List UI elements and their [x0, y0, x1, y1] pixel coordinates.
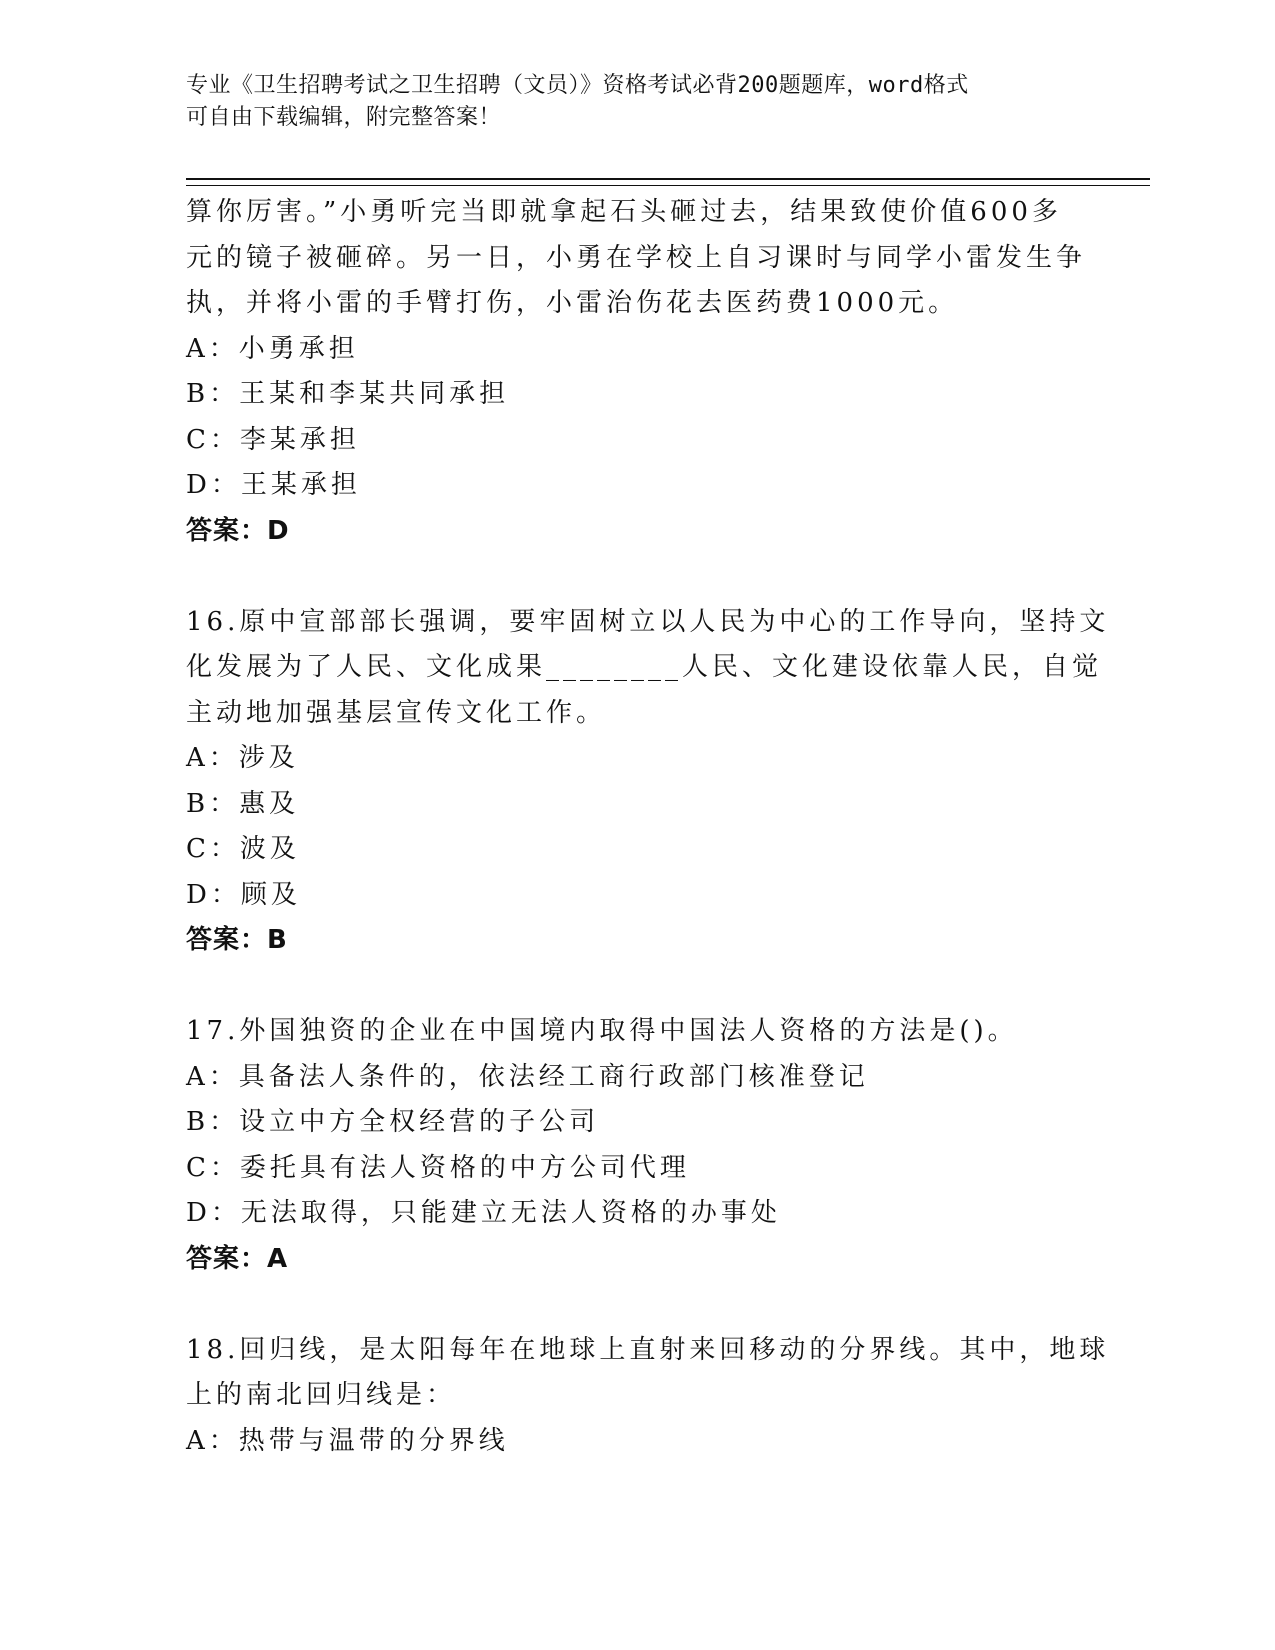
question-text-line: 17.外国独资的企业在中国境内取得中国法人资格的方法是()。 [186, 1016, 1018, 1046]
question-17 [186, 1009, 1086, 1282]
spacer [186, 964, 1086, 1010]
question-text-line: 主动地加强基层宣传文化工作。 [186, 697, 607, 728]
option-d: D：顾及 [186, 879, 301, 910]
question-text-line: 化发展为了人民、文化成果________人民、文化建设依靠人民，自觉 [186, 652, 1103, 682]
question-text-line: 16.原中宣部部长强调，要牢固树立以人民为中心的工作导向，坚持文 [186, 606, 1110, 637]
question-text-line: 上的南北回归线是： [186, 1380, 457, 1410]
question-15-tail [186, 190, 1086, 554]
header-line-1: 专业《卫生招聘考试之卫生招聘（文员）》资格考试必背200题题库，word格式 [186, 73, 969, 98]
option-d: D：无法取得，只能建立无法人资格的办事处 [186, 1198, 781, 1228]
answer-label: 答案：D [186, 515, 290, 546]
spacer [186, 1282, 1086, 1328]
question-text-line: 算你厉害。”小勇听完当即就拿起石头砸过去，结果致使价值600多 [186, 197, 1062, 227]
question-content [186, 190, 1110, 1464]
question-16 [186, 600, 1110, 964]
answer-label: 答案：B [186, 925, 288, 955]
option-d: D：王某承担 [186, 470, 361, 500]
option-c: C：波及 [186, 834, 300, 864]
question-text-line: 元的镜子被砸碎。另一日，小勇在学校上自习课时与同学小雷发生争 [186, 242, 1087, 273]
option-a: A：小勇承担 [186, 333, 359, 364]
option-c: C：委托具有法人资格的中方公司代理 [186, 1152, 690, 1183]
option-b: B：王某和李某共同承担 [186, 379, 510, 409]
header-divider-thick [186, 178, 1150, 180]
option-b: B：设立中方全权经营的子公司 [186, 1107, 600, 1137]
option-c: C：李某承担 [186, 424, 360, 455]
question-text-line: 执，并将小雷的手臂打伤，小雷治伤花去医药费1000元。 [186, 288, 959, 318]
answer-label: 答案：A [186, 1243, 289, 1274]
question-18 [186, 1328, 1110, 1465]
spacer [186, 554, 1086, 600]
header-line-2: 可自由下载编辑，附完整答案！ [186, 105, 502, 130]
header-divider-thin [186, 185, 1150, 186]
option-a: A：涉及 [186, 743, 299, 773]
question-text-line: 18.回归线，是太阳每年在地球上直射来回移动的分界线。其中，地球 [186, 1334, 1110, 1365]
option-b: B：惠及 [186, 788, 300, 819]
page-header [186, 70, 1066, 134]
option-a: A：具备法人条件的，依法经工商行政部门核准登记 [186, 1061, 869, 1092]
option-a: A：热带与温带的分界线 [186, 1425, 509, 1456]
